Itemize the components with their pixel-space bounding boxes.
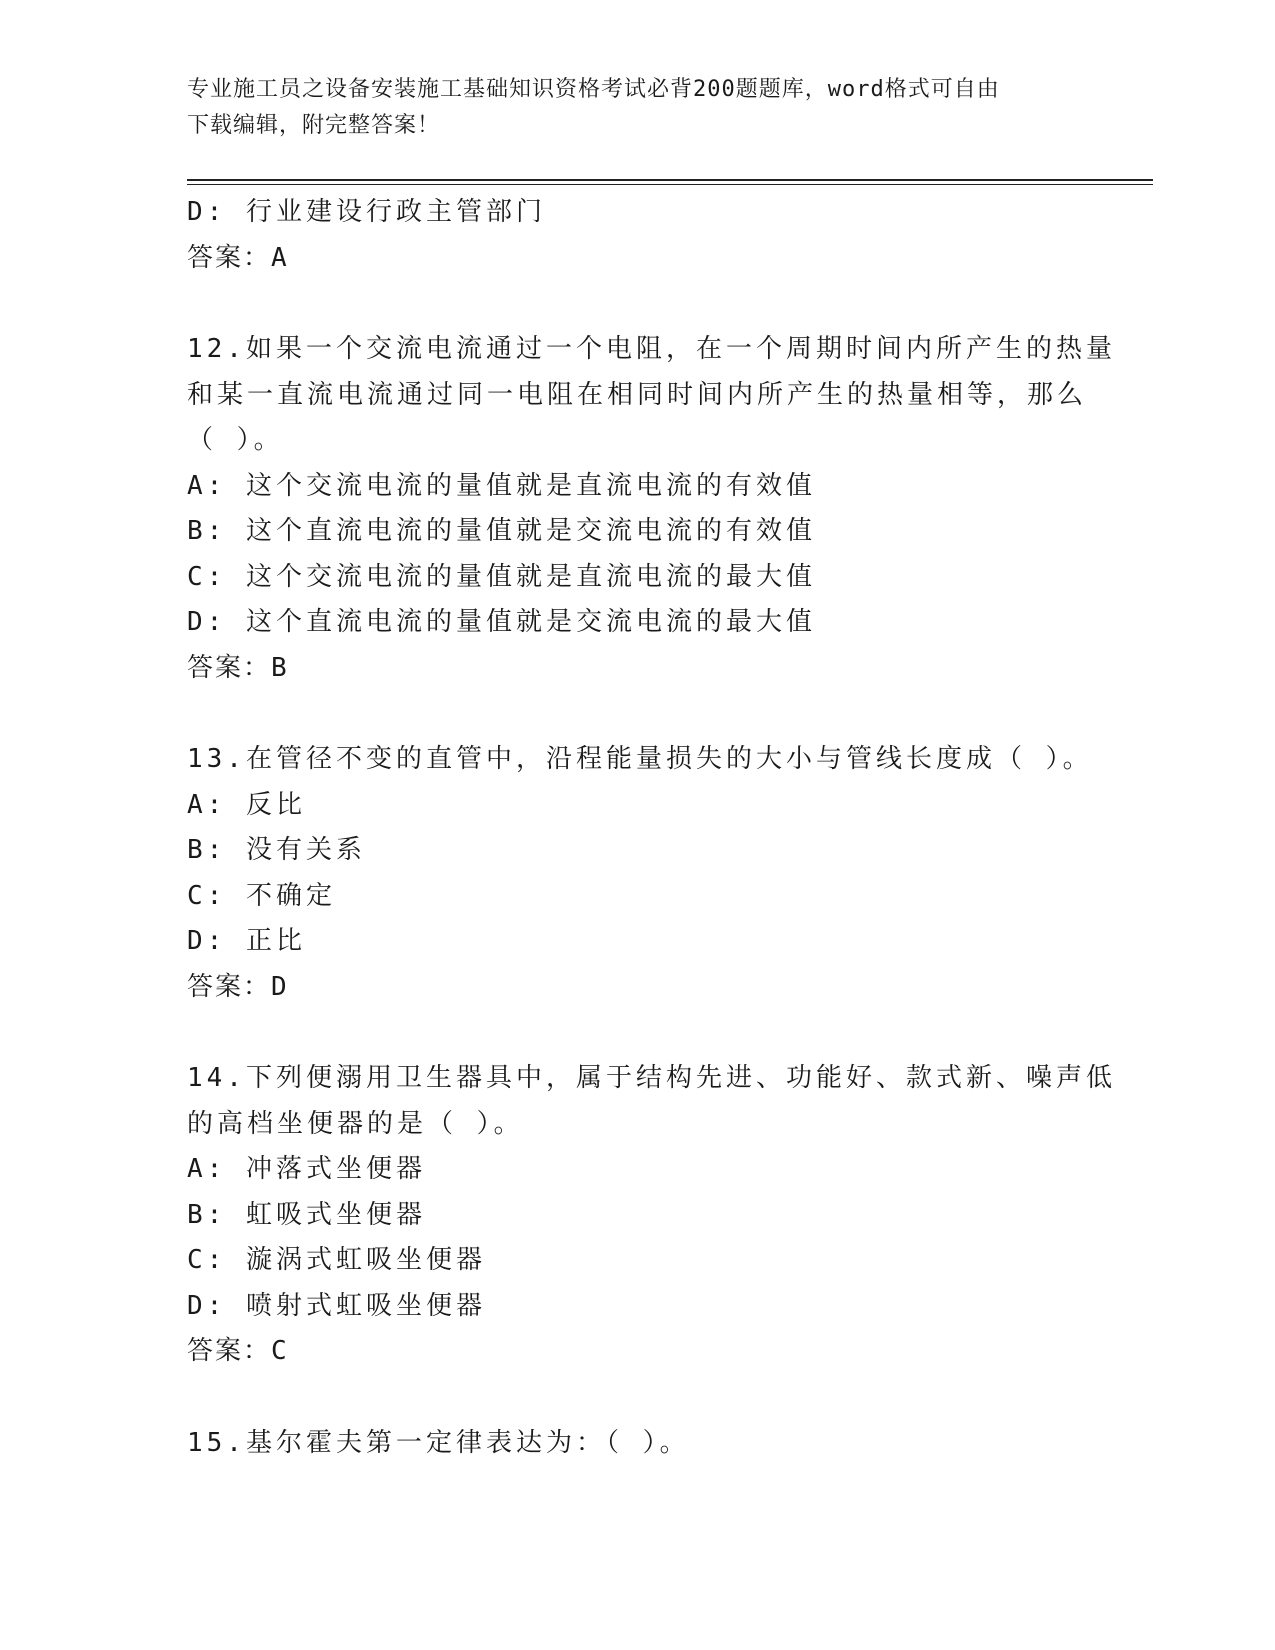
option-d: D: 正比	[187, 926, 306, 956]
option-a: A: 反比	[187, 789, 306, 820]
question-15	[187, 1421, 1087, 1467]
document-header	[187, 72, 1067, 144]
option-b: B: 没有关系	[187, 835, 366, 865]
header-title-line-1: 专业施工员之设备安装施工基础知识资格考试必背200题题库，word格式可自由	[187, 77, 1000, 102]
previous-question-tail	[187, 190, 1087, 281]
answer: 答案：A	[187, 242, 289, 273]
spacer	[187, 1010, 1087, 1056]
option-b: B: 这个直流电流的量值就是交流电流的有效值	[187, 516, 816, 546]
question-13	[187, 737, 1093, 1010]
spacer	[187, 691, 1087, 737]
option-c: C: 这个交流电流的量值就是直流电流的最大值	[187, 561, 816, 592]
question-content	[187, 190, 1116, 1466]
spacer	[187, 1375, 1087, 1421]
question-stem-line: 的高档坐便器的是（ ）。	[187, 1108, 524, 1139]
option-c: C: 不确定	[187, 880, 336, 911]
spacer	[187, 281, 1087, 327]
question-12	[187, 327, 1116, 691]
option-a: A: 冲落式坐便器	[187, 1154, 426, 1184]
option-a: A: 这个交流电流的量值就是直流电流的有效值	[187, 470, 816, 501]
header-divider-thin	[187, 184, 1153, 185]
answer: 答案：C	[187, 1336, 289, 1366]
answer: 答案：D	[187, 971, 289, 1002]
question-stem-line: 和某一直流电流通过同一电阻在相同时间内所产生的热量相等，那么	[187, 379, 1088, 410]
question-stem-line: 14.下列便溺用卫生器具中，属于结构先进、功能好、款式新、噪声低	[187, 1063, 1116, 1093]
question-stem-line: 15.基尔霍夫第一定律表达为：（ ）。	[187, 1427, 690, 1458]
question-14	[187, 1056, 1116, 1375]
option-d: D: 喷射式虹吸坐便器	[187, 1290, 486, 1321]
question-stem-line: 13.在管径不变的直管中，沿程能量损失的大小与管线长度成（ ）。	[187, 744, 1093, 774]
question-stem-line: （ ）。	[187, 425, 284, 455]
header-title-line-2: 下载编辑，附完整答案！	[187, 113, 441, 138]
option-c: C: 漩涡式虹吸坐便器	[187, 1245, 486, 1275]
option-d: D: 行业建设行政主管部门	[187, 197, 546, 227]
question-stem-line: 12.如果一个交流电流通过一个电阻，在一个周期时间内所产生的热量	[187, 334, 1116, 364]
option-d: D: 这个直流电流的量值就是交流电流的最大值	[187, 607, 816, 637]
option-b: B: 虹吸式坐便器	[187, 1199, 426, 1230]
answer: 答案：B	[187, 652, 289, 683]
header-divider-thick	[187, 179, 1153, 181]
